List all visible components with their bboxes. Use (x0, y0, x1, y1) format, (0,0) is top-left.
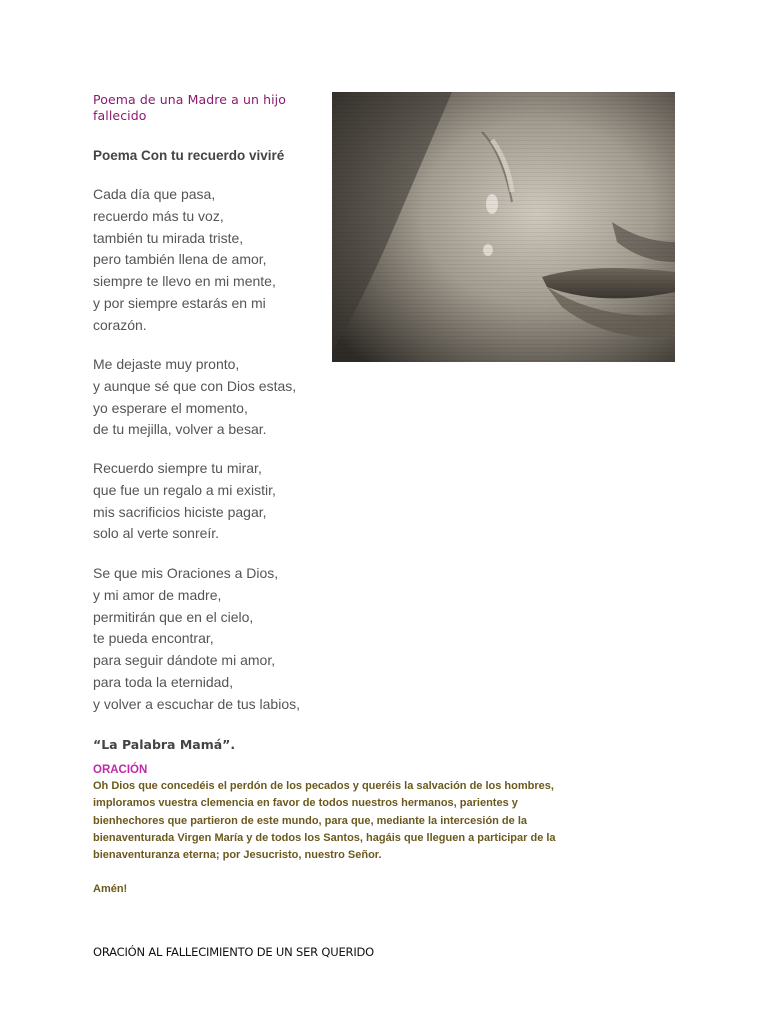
poem-line: también tu mirada triste, (93, 229, 244, 246)
poem-title: Poema Con tu recuerdo viviré (93, 148, 285, 163)
poem-line: Me dejaste muy pronto, (93, 356, 240, 372)
poem-line: corazón. (93, 316, 147, 333)
poem-closing: “La Palabra Mamá”. (93, 737, 236, 752)
poem-stanza-4 (93, 563, 300, 716)
poem-line: siempre te llevo en mi mente, (93, 273, 276, 290)
prayer-line: bienhechores que partieron de este mundo, para que, mediante la intercesión de la (93, 814, 528, 827)
poem-line: para toda la eternidad, (93, 673, 234, 690)
poem-line: mis sacrificios hiciste pagar, (93, 503, 267, 520)
prayer-body (93, 778, 556, 864)
section-heading: ORACIÓN AL FALLECIMIENTO DE UN SER QUERIDO (93, 945, 375, 959)
poem-line: para seguir dándote mi amor, (93, 652, 276, 669)
poem-line: Cada día que pasa, (93, 186, 216, 202)
poem-line: que fue un regalo a mi existir, (93, 481, 276, 498)
poem-line: te pueda encontrar, (93, 630, 214, 647)
poem-line: y aunque sé que con Dios estas, (93, 377, 297, 394)
poem-stanza-3 (93, 458, 276, 545)
poem-line: solo al verte sonreír. (93, 525, 220, 542)
poem-line: permitirán que en el cielo, (93, 608, 254, 625)
poem-stanza-2 (93, 354, 296, 441)
poem-line: pero también llena de amor, (93, 251, 267, 268)
poem-line: y mi amor de madre, (93, 586, 222, 603)
prayer-line: bienaventurada Virgen María y de todos los Santos, hagáis que lleguen a participar de la (93, 831, 556, 844)
poem-line: recuerdo más tu voz, (93, 207, 224, 224)
prayer-amen: Amén! (93, 883, 128, 895)
prayer-line: imploramos vuestra clemencia en favor de todos nuestros hermanos, parientes y (93, 797, 518, 810)
prayer-heading: ORACIÓN (93, 764, 148, 776)
poem-line: yo esperare el momento, (93, 399, 248, 416)
poem-line: Recuerdo siempre tu mirar, (93, 460, 262, 476)
prayer-line: bienaventuranza eterna; por Jesucristo, nuestro Señor. (93, 849, 382, 862)
page-title: Poema de una Madre a un hijo fallecido (93, 92, 286, 123)
poem-line: y por siempre estarás en mi (93, 294, 266, 311)
poem-stanza-1 (93, 184, 276, 337)
poem-line: Se que mis Oraciones a Dios, (93, 565, 279, 581)
poem-line: de tu mejilla, volver a besar. (93, 421, 267, 438)
prayer-line: Oh Dios que concedéis el perdón de los pecados y queréis la salvación de los hombres, (93, 780, 554, 792)
poem-line: y volver a escuchar de tus labios, (93, 695, 300, 712)
crying-face-photo-icon (332, 92, 675, 362)
